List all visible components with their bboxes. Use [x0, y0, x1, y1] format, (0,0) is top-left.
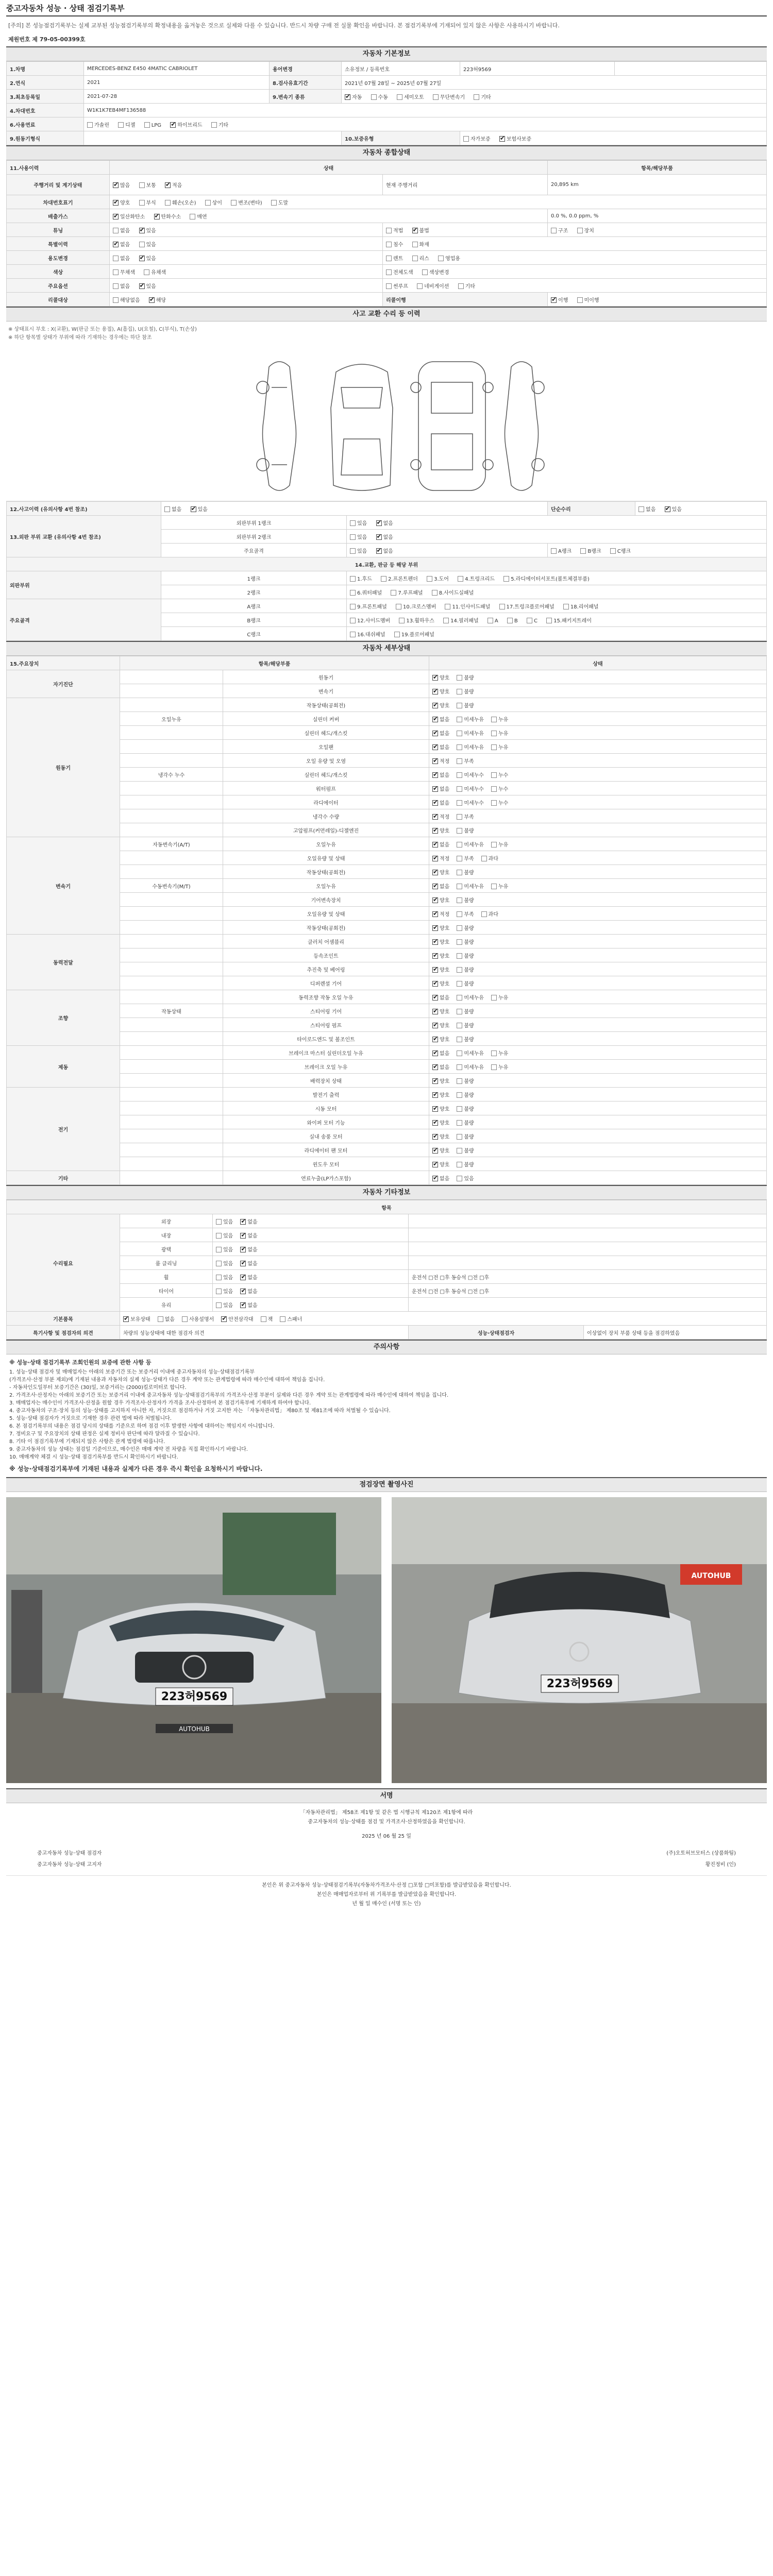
detail-row: 타이로드엔드 및 볼조인트 ✔ 양호 불량: [7, 1032, 767, 1046]
accident-legend: ※ 상태표시 부호 : X(교환), W(판금 또는 용접), A(흠집), U(요철), C(부식), T(손상) ※ 하단 항목별 상태가 부위에 따라 기재하는 경우에는 하단 참조: [8, 327, 197, 341]
checkbox: [432, 897, 438, 903]
caution-line: (가격조사·산정 부분 제외)에 기재된 내용과 자동차의 실제 성능·상태가 다른 경우 계약 또는 관계법령에 따라 매수인에 대하여 책임을 집니다.: [9, 1377, 325, 1383]
checkbox: [457, 786, 462, 792]
checkbox: [491, 786, 497, 792]
checkbox-checked: [345, 94, 350, 100]
checkbox: [457, 995, 462, 1001]
section-signature: 서명: [6, 1788, 767, 1803]
checkbox: [457, 884, 462, 889]
checkbox: [432, 1078, 438, 1084]
checkbox: [432, 758, 438, 764]
checkbox: [457, 897, 462, 903]
checkbox: [432, 1106, 438, 1112]
detail-row: 변속기 ✔ 양호 불량: [7, 684, 767, 698]
section-other: 자동차 기타정보: [6, 1185, 767, 1200]
checkbox: [397, 94, 402, 100]
overall-table: 11.사용이력 상태 항목/해당부품 주행거리 및 계기상태 ✔ 많음 보통 ✔ 적음 현재 주행거리 20,895 km 차대번호표기 ✔ 양호 부식 훼손(오손) 상이 변조(변타) 도말 배출가스 ✔ 일산화탄소 ✔ 탄화수소 매연 0.0 %, 0.0 ppm, % 튜닝 없음 ✔ 있음 적법 ✔ 불법 구조 장치 특별이력 ✔ 없음 있음 침수 화재 용도변경 없음 ✔ 있음 렌트 리스 영업용 색상 무채색 유채색 전체도색 색상변경 주요옵션 없음 ✔ 있음 썬루프 네비게이션 기타 리콜대상 해당없음 ✔ 해당 리콜이행 ✔ 이행 미이행: [6, 160, 767, 307]
checkbox: [457, 758, 462, 764]
svg-text:AUTOHUB: AUTOHUB: [179, 1725, 210, 1733]
other-row: 휠 있음✔ 없음 운전석 □전 □후 동승석 □전 □후: [7, 1270, 767, 1284]
page-title: 중고자동차 성능 · 상태 점검기록부: [6, 0, 767, 16]
checkbox: [221, 1316, 227, 1322]
checkbox: [491, 884, 497, 889]
other-row: 내장 있음✔ 없음: [7, 1228, 767, 1242]
detail-row: 원동기 작동상태(공회전) ✔ 양호 불량: [7, 698, 767, 712]
basic-table: 1.차명 MERCEDES-BENZ E450 4MATIC CABRIOLET 용어변경 소유정보 / 등록번호 223허9569 2.연식 2021 8.검사유효기간 2021년 07월 28일 ~ 2025년 07월 27일 3.최초등록일 2021-07-28 9.변속기 종류 ✔ 자동 수동 세미오토 무단변속기 기타 4.차대번호 W1K1K7EB4MF136588 6.사용연료 가솔린 디젤 LPG ✔ 하이브리드 기타 9.원동기형식 10.보증유형 자가보증 ✔ 보험사보증: [6, 61, 767, 145]
checkbox: [491, 717, 497, 722]
caution-line: 2. 가격조사·산정자는 아래의 보증기간 또는 보증거리 이내에 중고자동차 성능·상태점검기록부의 가격조사·산정 부분이 실제와 다른 경우 계약 또는 관계법령에 따라 매수인에 대하여 책임을 집니다.: [9, 1393, 449, 1398]
detail-row: 조향 동력조향 작동 오일 누유 ✔ 없음 미세누유 누유: [7, 990, 767, 1004]
detail-row: 기타 연료누출(LP가스포함) ✔ 없음 있음: [7, 1171, 767, 1185]
section-photos: 점검장면 촬영사진: [6, 1477, 767, 1492]
detail-row: 오일유량 및 상태 ✔ 적정 부족 과다: [7, 851, 767, 865]
detail-row: 자기진단 원동기 ✔ 양호 불량: [7, 670, 767, 684]
signature-date: 2025 년 06 월 25 일: [362, 1834, 411, 1839]
detail-row: 라디에이터 ✔ 없음 미세누수 누수: [7, 795, 767, 809]
checkbox: [432, 1023, 438, 1028]
checkbox: [491, 1064, 497, 1070]
checkbox: [457, 1050, 462, 1056]
checkbox: [432, 675, 438, 681]
checkbox: [457, 1176, 462, 1181]
basic-items-row: 기본품목 ✔ 보유상태 없음 사용설명서✔ 안전삼각대 잭 스패너: [7, 1312, 767, 1326]
svg-text:223허9569: 223허9569: [546, 1677, 613, 1690]
detail-row: 변속기 자동변속기(A/T) 오일누유 ✔ 없음 미세누유 누유: [7, 837, 767, 851]
detail-row: 라디에이터 팬 모터 ✔ 양호 불량: [7, 1143, 767, 1157]
checkbox: [457, 828, 462, 834]
other-row: 룸 클리닝 있음✔ 없음: [7, 1256, 767, 1270]
detail-row: 스티어링 펌프 ✔ 양호 불량: [7, 1018, 767, 1032]
checkbox: [432, 995, 438, 1001]
checkbox: [432, 772, 438, 778]
checkbox: [491, 1050, 497, 1056]
checkbox: [432, 731, 438, 736]
first-registration: 2021-07-28: [84, 90, 270, 104]
checkbox: [457, 744, 462, 750]
detail-row: 오일유량 및 상태 ✔ 적정 부족 과다: [7, 907, 767, 921]
checkbox: [457, 1106, 462, 1112]
checkbox: [432, 911, 438, 917]
checkbox: [371, 94, 377, 100]
car-diagram-svg: [6, 346, 767, 501]
checkbox: [433, 94, 439, 100]
checkbox: [457, 981, 462, 987]
detail-row: 동력전달 클러치 어셈블리 ✔ 양호 불량: [7, 935, 767, 948]
detail-row: 작동상태(공회전) ✔ 양호 불량: [7, 921, 767, 935]
checkbox: [261, 1316, 266, 1322]
caution-notes: ※ 성능·상태 점검기록부 조회인원의 보증에 관한 사항 등 1. 성능·상태 점검자 및 매매업자는 아래의 보증기간 또는 보증거리 이내에 중고자동차의 성능·상태점검기록부 (가격조사·산정 부분 제외)에 기재된 내용과 자동차의 실제 성능·상태가 다른 경우 계약 또는 관계법령에 따라 매수인에 대하여 책임을 집니다. - 자동차인도일부터 보증기간은 (30)일, 보증거리는 (2000)킬로미터로 합니다. 2. 가격조사·산정자는 아래의 보증기간 또는 보증거리 이내에 중고자동차 성능·상태점검기록부의 가격조사·산정 부분이 실제와 다른 경우 계약 또는 관계법령에 따라 매수인에 대하여 책임을 집니다. 3. 매매업자는 매수인이 가격조사·산정을 원할 경우 가격조사·산정자가 가격을 조사·산정하여 본 점검기록부에 기재하게 하여야 합니다. 4. 중고자동차의 구조·장치 등의 성능·상태를 고지하지 아니한 자, 거짓으로 점검하거나 거짓 고지한 자는 「자동차관리법」 제80조 및 제81조에 따라 처벌될 수 있습니다. 5. 성능·상태 점검자가 거짓으로 기재한 경우 관련 법에 따라 처벌됩니다. 6. 본 점검기록부의 내용은 점검 당시의 상태를 기준으로 하며 점검 이후 발생한 사항에 대하여는 책임지지 아니합니다. 7. 정비요구 및 주요장치의 상태 판정은 실제 정비사 판단에 따라 달라질 수 있습니다. 8. 기타 이 점검기록부에 기재되지 않은 사항은 관계 법령에 따릅니다. 9. 중고자동차의 성능 상태는 점검일 기준이므로, 매수인은 매매 계약 전 차량을 직접 확인하시기 바랍니다. 10. 매매계약 체결 시 성능·상태 점검기록부를 반드시 확인하시기 바랍니다. ※ 성능·상태점검기록부에 기재된 내용과 실제가 다른 경우 즉시 확인을 요청하시기 바랍니다.: [6, 1354, 767, 1477]
checkbox: [240, 1247, 246, 1252]
checkbox: [481, 856, 487, 861]
notice-text: [주의] 본 성능점검기록부는 실제 교부된 성능점검기록부의 확정내용을 옮겨놓은 것으로 실제와 다를 수 있습니다. 반드시 차량 구매 전 실물 확인을 바랍니다. 본 점검기록부에 기재되어 있지 않은 사항은 사용하시기 바랍니다.: [8, 22, 560, 29]
caution-line: 4. 중고자동차의 구조·장치 등의 성능·상태를 고지하지 아니한 자, 거짓으로 점검하거나 거짓 고지한 자는 「자동차관리법」 제80조 및 제81조에 따라 처벌될 수 있습니다.: [9, 1408, 391, 1414]
detail-row: 시동 모터 ✔ 양호 불량: [7, 1101, 767, 1115]
checkbox: [432, 744, 438, 750]
checkbox: [457, 1023, 462, 1028]
checkbox: [216, 1261, 222, 1266]
checkbox: [491, 772, 497, 778]
detail-row: 고압펌프(커먼레일)-디젤엔진 ✔ 양호 불량: [7, 823, 767, 837]
buyer-confirm: 본인은 위 중고자동차 성능·상태점검기록부(자동차가격조사·산정 □포함 □미포함)를 발급받았음을 확인합니다. 본인은 매매업자로부터 위 기록부를 발급받았음을 확인합니다. 년 월 일 매수인 (서명 또는 인): [6, 1875, 767, 1914]
checkbox: [432, 1092, 438, 1098]
checkbox: [457, 703, 462, 708]
detail-row: 작동상태 스티어링 기어 ✔ 양호 불량: [7, 1004, 767, 1018]
checkbox: [432, 1134, 438, 1140]
checkbox: [457, 731, 462, 736]
caution-line: 1. 성능·상태 점검자 및 매매업자는 아래의 보증기간 또는 보증거리 이내에 중고자동차의 성능·상태점검기록부: [9, 1369, 255, 1375]
checkbox: [216, 1289, 222, 1294]
basic-label: 1.차명: [7, 62, 84, 76]
inspector-opinion-row: 특기사항 및 점검자의 의견 차량의 성능상태에 대한 점검자 의견 성능·상태점검자 이상없이 장치 부품 상태 등을 점검하였음: [7, 1326, 767, 1340]
section-caution: 주의사항: [6, 1340, 767, 1354]
detail-row: 실린더 헤드/개스킷 ✔ 없음 미세누유 누유: [7, 726, 767, 740]
car-left-side-icon: [257, 362, 296, 490]
signature-row: 중고자동차 성능·상태 점검자 (주)오토허브모터스 (상품화팀): [37, 1850, 736, 1856]
checkbox: [491, 744, 497, 750]
section-basic: 자동차 기본정보: [6, 46, 767, 61]
caution-line: 3. 매매업자는 매수인이 가격조사·산정을 원할 경우 가격조사·산정자가 가격을 조사·산정하여 본 점검기록부에 기재하게 하여야 합니다.: [9, 1400, 311, 1406]
detail-row: 오일누유 실린더 커버 ✔ 없음 미세누유 누유: [7, 712, 767, 726]
fuel-options: 가솔린 디젤 LPG ✔ 하이브리드 기타: [84, 117, 767, 131]
detail-row: 수동변속기(M/T) 오일누유 ✔ 없음 미세누유 누유: [7, 879, 767, 893]
caution-line: 10. 매매계약 체결 시 성능·상태 점검기록부를 반드시 확인하시기 바랍니다.: [9, 1454, 178, 1460]
warranty-options: 자가보증 ✔ 보험사보증: [460, 131, 767, 145]
detail-row: 등속조인트 ✔ 양호 불량: [7, 948, 767, 962]
caution-line: 9. 중고자동차의 성능 상태는 점검일 기준이므로, 매수인은 매매 계약 전 차량을 직접 확인하시기 바랍니다.: [9, 1447, 248, 1452]
checkbox: [457, 675, 462, 681]
checkbox: [457, 967, 462, 973]
caution-line: 5. 성능·상태 점검자가 거짓으로 기재한 경우 관련 법에 따라 처벌됩니다.: [9, 1416, 172, 1421]
checkbox: [457, 814, 462, 820]
detail-row: 전기 발전기 출력 ✔ 양호 불량: [7, 1088, 767, 1101]
checkbox: [432, 1120, 438, 1126]
detail-row: 워터펌프 ✔ 없음 미세누수 누수: [7, 782, 767, 795]
detail-row: 실내 송풍 모터 ✔ 양호 불량: [7, 1129, 767, 1143]
detail-row: 브레이크 오일 누유 ✔ 없음 미세누유 누유: [7, 1060, 767, 1074]
detail-table: 15.주요장치 항목/해당부품 상태 자기진단 원동기 ✔ 양호 불량 변속기 ✔ 양호 불량 원동기 작동상태(공회전) ✔ 양호 불량 오일누유 실린더 커버 ✔ 없음 미세누유 누유 실린더 헤드/개스킷 ✔ 없음 미세누유 누유 오일팬 ✔ 없음 미세누유 누유 오일 유량 및 오염 ✔ 적정 부족 냉각수 누수 실린더 헤드/개스킷 ✔ 없음 미세누수 누수 워터펌프 ✔ 없음 미세누수 누수 라디에이터 ✔ 없음 미세누수 누수 냉각수 수량 ✔ 적정 부족 고압펌프(커먼레일)-디젤엔진 ✔ 양호 불량 변속기 자동변속기(A/T) 오일누유 ✔ 없음 미세누유 누유 오일유량 및 상태 ✔ 적정 부족 과다 작동상태(공회전) ✔ 양호 불량 수동변속기(M/T) 오일누유 ✔ 없음 미세누유 누유 기어변속장치 ✔ 양호 불량 오일유량 및 상태 ✔ 적정 부족 과다 작동상태(공회전) ✔ 양호 불량 동력전달 클러치 어셈블리 ✔ 양호 불량 등속조인트 ✔ 양호 불량 추진축 및 베어링 ✔ 양호 불량 디퍼렌셜 기어 ✔ 양호 불량 조향 동력조향 작동 오일 누유 ✔ 없음 미세누유 누유 작동상태 스티어링 기어 ✔ 양호 불량 스티어링 펌프 ✔ 양호 불량 타이로드엔드 및 볼조인트 ✔ 양호 불량 제동 브레이크 마스터 실린더오일 누유 ✔ 없음 미세누유 누유 브레이크 오일 누유 ✔ 없음 미세누유 누유 배력장치 상태 ✔ 양호 불량 전기 발전기 출력 ✔ 양호 불량 시동 모터 ✔ 양호 불량 와이퍼 모터 기능 ✔ 양호 불량 실내 송풍 모터 ✔ 양호 불량 라디에이터 팬 모터 ✔ 양호 불량 윈도우 모터 ✔ 양호 불량 기타 연료누출(LP가스포함) ✔ 없음 있음: [6, 656, 767, 1185]
other-row: 광택 있음✔ 없음: [7, 1242, 767, 1256]
checkbox: [457, 911, 462, 917]
checkbox: [457, 1009, 462, 1014]
other-row: 타이어 있음✔ 없음 운전석 □전 □후 동승석 □전 □후: [7, 1284, 767, 1298]
caution-line: 6. 본 점검기록부의 내용은 점검 당시의 상태를 기준으로 하며 점검 이후 발생한 사항에 대하여는 책임지지 아니합니다.: [9, 1423, 275, 1429]
detail-row: 오일 유량 및 오염 ✔ 적정 부족: [7, 754, 767, 768]
registration-label: 소유정보 / 등록번호: [342, 62, 460, 76]
checkbox: [240, 1233, 246, 1239]
detail-row: 제동 브레이크 마스터 실린더오일 누유 ✔ 없음 미세누유 누유: [7, 1046, 767, 1060]
checkbox: [457, 689, 462, 694]
checkbox: [457, 1120, 462, 1126]
checkbox: [457, 870, 462, 875]
checkbox: [432, 939, 438, 945]
checkbox: [216, 1233, 222, 1239]
checkbox: [432, 828, 438, 834]
checkbox: [457, 1092, 462, 1098]
checkbox: [491, 731, 497, 736]
checkbox: [457, 800, 462, 806]
checkbox: [432, 1176, 438, 1181]
car-front-view-icon: [331, 364, 393, 490]
detail-row: 윈도우 모터 ✔ 양호 불량: [7, 1157, 767, 1171]
transmission-options: ✔ 자동 수동 세미오토 무단변속기 기타: [342, 90, 767, 104]
checkbox: [432, 1064, 438, 1070]
checkbox: [457, 953, 462, 959]
checkbox: [280, 1316, 285, 1322]
checkbox: [432, 689, 438, 694]
checkbox: [457, 1037, 462, 1042]
checkbox: [491, 800, 497, 806]
checkbox: [240, 1275, 246, 1280]
photo-rear: [392, 1497, 767, 1783]
checkbox: [457, 772, 462, 778]
checkbox: [432, 800, 438, 806]
checkbox: [432, 884, 438, 889]
inspection-period: 2021년 07월 28일 ~ 2025년 07월 27일: [342, 76, 767, 90]
car-top-view-icon: [411, 362, 493, 490]
checkbox: [457, 1064, 462, 1070]
model-year: 2021: [84, 76, 270, 90]
checkbox: [457, 856, 462, 861]
document-number: 제원번호 제 79-05-00399호: [8, 36, 86, 43]
checkbox: [432, 870, 438, 875]
checkbox: [216, 1275, 222, 1280]
checkbox: [432, 925, 438, 931]
checkbox: [432, 842, 438, 848]
detail-row: 냉각수 누수 실린더 헤드/개스킷 ✔ 없음 미세누수 누수: [7, 768, 767, 782]
detail-row: 기어변속장치 ✔ 양호 불량: [7, 893, 767, 907]
section-overall: 자동차 종합상태: [6, 145, 767, 160]
other-table: 항목 수리필요 외장 있음✔ 없음 내장 있음✔ 없음 광택 있음✔ 없음 룸 클리닝 있음✔ 없음 휠 있음✔ 없음 운전석 □전 □후 동승석 □전 □후 타이어 있음✔ 없음 운전석 □전 □후 동승석 □전 □후 유리 있음✔ 없음 기본품목 ✔ 보유상태 없음 사용설명서✔ 안전삼각대 잭 스패너 특기사항 및 점검자의 의견 차량의 성능상태에 대한 점검자 의견 성능·상태점검자 이상없이 장치 부품 상태 등을 점검하였음: [6, 1200, 767, 1340]
car-name: MERCEDES-BENZ E450 4MATIC CABRIOLET: [84, 62, 270, 76]
car-diagram: [6, 346, 767, 501]
section-detail: 자동차 세부상태: [6, 641, 767, 656]
svg-text:223허9569: 223허9569: [161, 1690, 228, 1703]
detail-row: 작동상태(공회전) ✔ 양호 불량: [7, 865, 767, 879]
checkbox: [432, 703, 438, 708]
vin: W1K1K7EB4MF136588: [84, 104, 767, 117]
checkbox: [457, 1078, 462, 1084]
signature-row: 중고자동차 성능·상태 고지자 황진정비 (인): [37, 1861, 736, 1868]
checkbox: [457, 1162, 462, 1167]
checkbox: [182, 1316, 188, 1322]
checkbox: [491, 842, 497, 848]
checkbox: [432, 967, 438, 973]
caution-line: 7. 정비요구 및 주요장치의 상태 판정은 실제 정비사 판단에 따라 달라질 수 있습니다.: [9, 1431, 200, 1437]
checkbox: [432, 814, 438, 820]
photo-front: [6, 1497, 381, 1783]
checkbox: [432, 1148, 438, 1154]
checkbox: [216, 1247, 222, 1252]
detail-row: 추진축 및 베어링 ✔ 양호 불량: [7, 962, 767, 976]
detail-row: 디퍼렌셜 기어 ✔ 양호 불량: [7, 976, 767, 990]
checkbox: [216, 1219, 222, 1225]
caution-line: - 자동차인도일부터 보증기간은 (30)일, 보증거리는 (2000)킬로미터로 합니다.: [9, 1385, 187, 1391]
inspection-photos: [6, 1492, 767, 1788]
mileage: 20,895 km: [548, 175, 767, 195]
other-row: 수리필요 외장 있음✔ 없음: [7, 1214, 767, 1228]
checkbox: [432, 1050, 438, 1056]
checkbox: [474, 94, 479, 100]
accident-table: 12.사고이력 (유의사항 4번 참조) 없음 ✔ 있음 단순수리 없음 ✔ 있음 13.외판 부위 교환 (유의사항 4번 참조) 외판부위 1랭크 있음 ✔ 없음 외판부위 2랭크 있음 ✔ 없음 주요골격 있음 ✔ 없음 A랭크 B랭크 C랭크 14.교환, 판금 등 해당 부위 외판부위 1랭크 1.후드 2.프론트펜더 3.도어 4.트렁크리드 5.라디에이터서포트(볼트체결부품) 2랭크 6.쿼터패널 7.루프패널 8.사이드실패널 주요골격 A랭크 9.프론트패널 10.크로스멤버 11.인사이드패널 17.트렁크플로어패널 18.리어패널 B랭크 12.사이드멤버 13.휠하우스 14.필러패널 A B C 15.패키지트레이 C랭크 16.대쉬패널 19.플로어패널: [6, 501, 767, 641]
signature-block: 「자동차관리법」 제58조 제1항 및 같은 법 시행규칙 제120조 제1항에 따라 중고자동차의 성능·상태를 점검 및 가격조사·산정하였음을 확인합니다. 2025 년 06 월 25 일: [6, 1803, 767, 1846]
plate-number: 223허9569: [460, 62, 615, 76]
section-accident: 사고 교환 수리 등 이력: [6, 307, 767, 321]
other-row: 유리 있음✔ 없음: [7, 1298, 767, 1312]
checkbox: [457, 842, 462, 848]
checkbox: [240, 1261, 246, 1266]
car-right-side-icon: [505, 362, 545, 490]
checkbox: [432, 856, 438, 861]
checkbox: [432, 1037, 438, 1042]
checkbox: [123, 1316, 129, 1322]
checkbox: [481, 911, 487, 917]
svg-text:AUTOHUB: AUTOHUB: [691, 1572, 731, 1580]
checkbox: [240, 1289, 246, 1294]
checkbox: [457, 1134, 462, 1140]
checkbox: [158, 1316, 163, 1322]
checkbox: [216, 1302, 222, 1308]
detail-row: 와이퍼 모터 기능 ✔ 양호 불량: [7, 1115, 767, 1129]
detail-row: 배력장치 상태 ✔ 양호 불량: [7, 1074, 767, 1088]
checkbox: [432, 1009, 438, 1014]
checkbox: [240, 1302, 246, 1308]
checkbox: [457, 925, 462, 931]
checkbox: [432, 1162, 438, 1167]
checkbox: [432, 786, 438, 792]
checkbox: [432, 953, 438, 959]
checkbox: [457, 1148, 462, 1154]
checkbox: [457, 939, 462, 945]
checkbox: [240, 1219, 246, 1225]
detail-row: 오일팬 ✔ 없음 미세누유 누유: [7, 740, 767, 754]
caution-line: 8. 기타 이 점검기록부에 기재되지 않은 사항은 관계 법령에 따릅니다.: [9, 1439, 165, 1445]
document: [6, 0, 767, 1914]
checkbox: [432, 981, 438, 987]
checkbox: [491, 995, 497, 1001]
detail-row: 냉각수 수량 ✔ 적정 부족: [7, 809, 767, 823]
checkbox: [457, 717, 462, 722]
checkbox: [432, 717, 438, 722]
